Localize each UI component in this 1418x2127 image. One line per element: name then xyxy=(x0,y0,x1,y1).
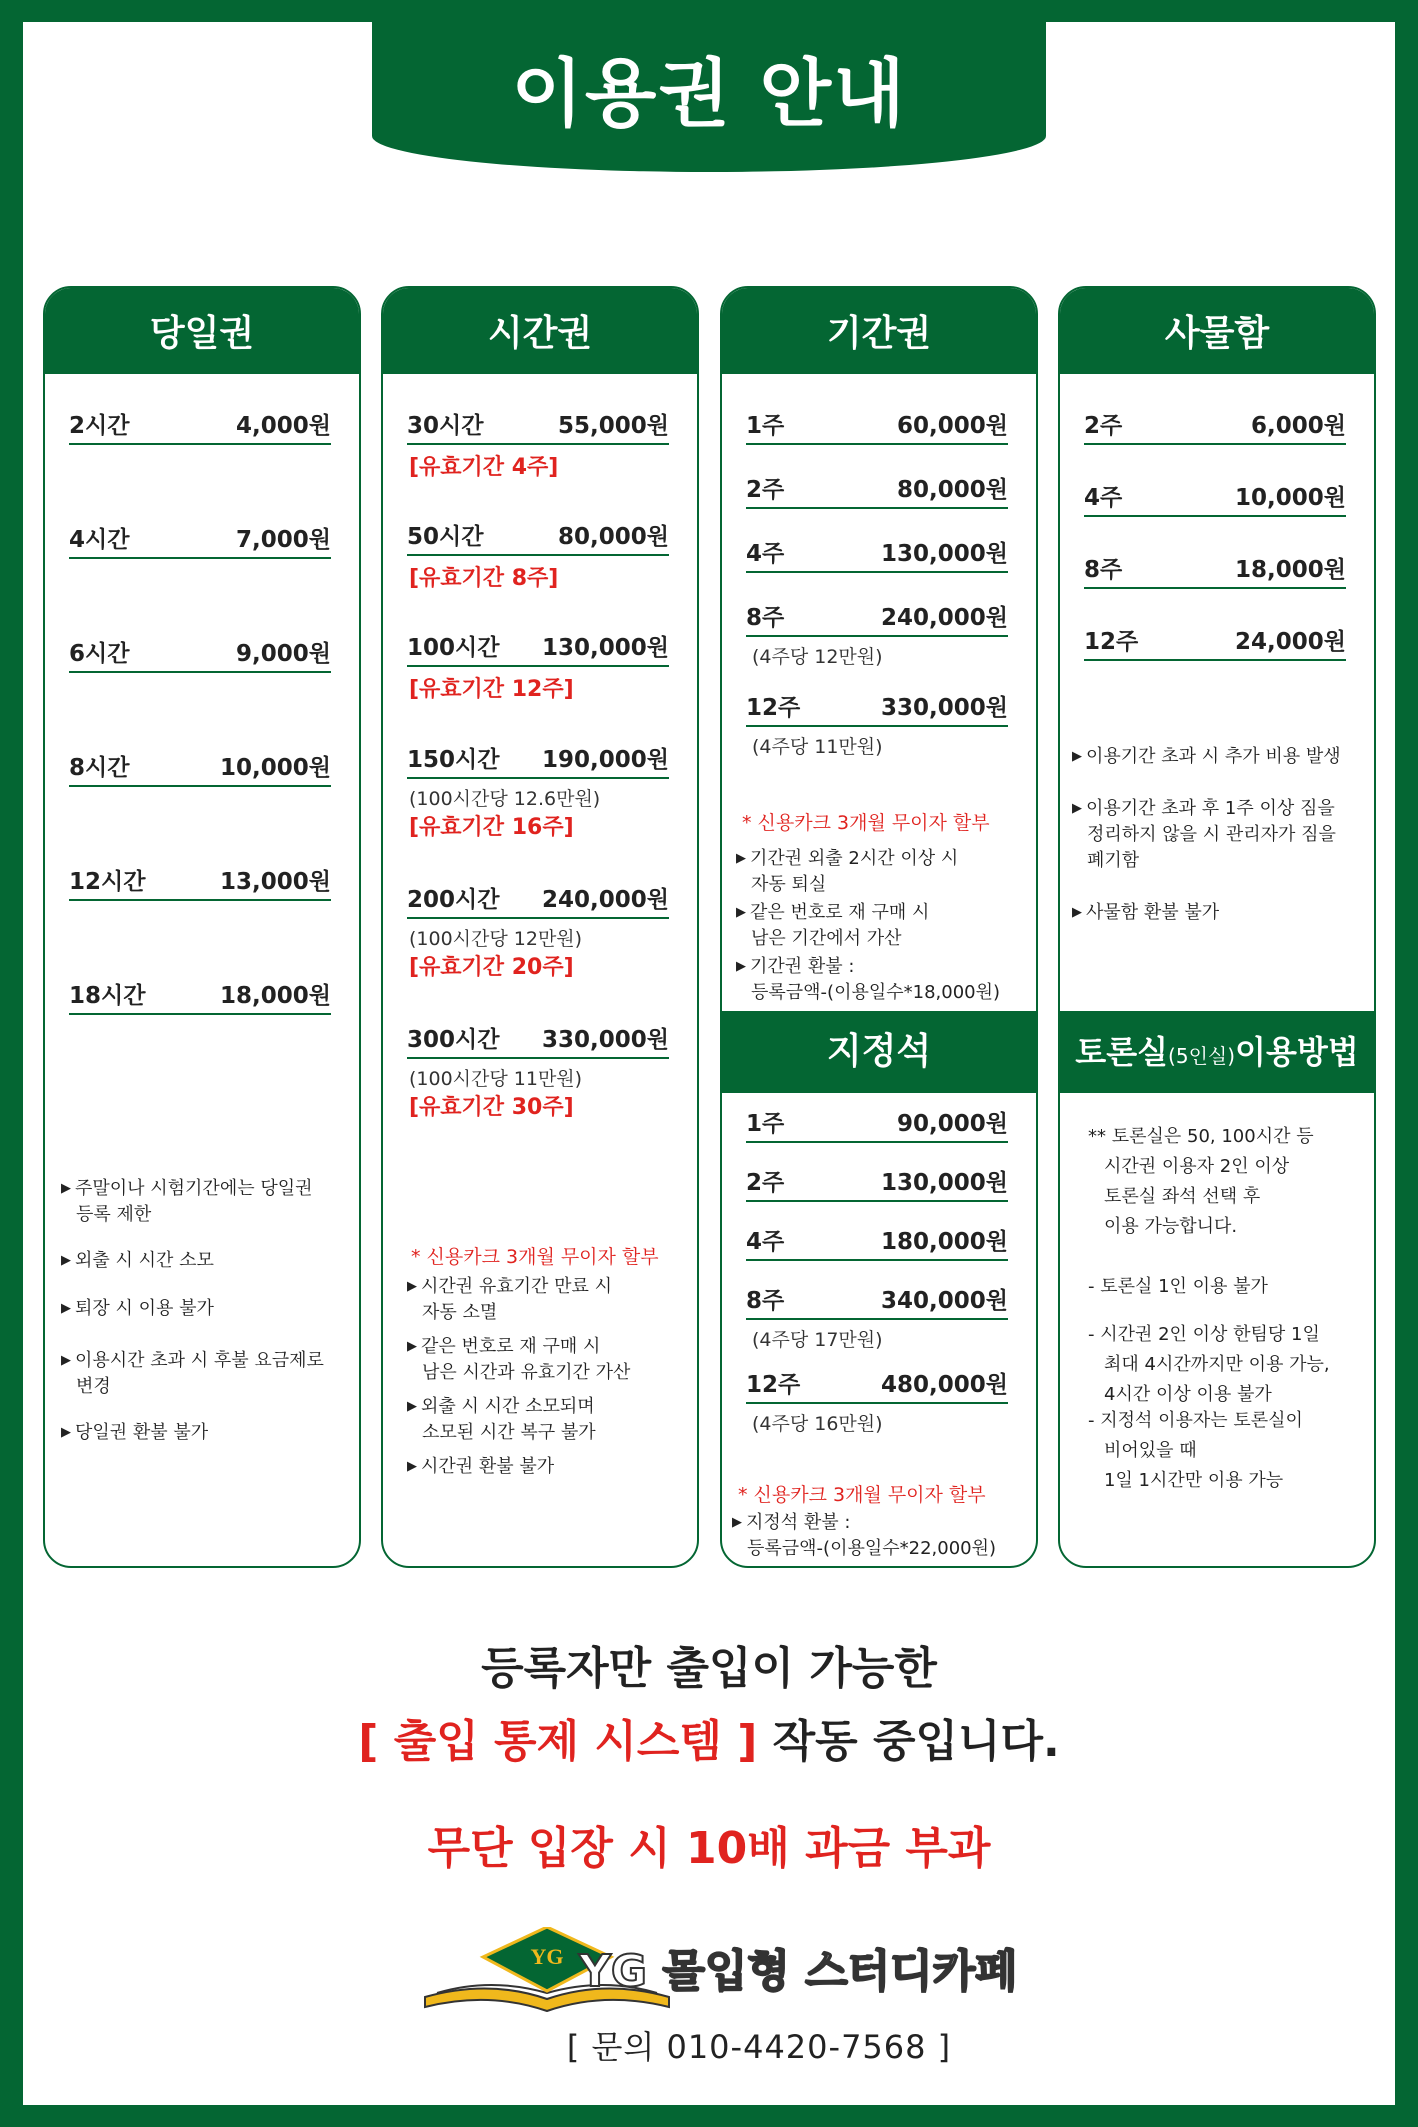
note-line: - 지정석 이용자는 토론실이 xyxy=(1088,1410,1303,1431)
note-line: 기간권 환불 : xyxy=(750,956,855,977)
price-value: 480,000원 xyxy=(881,1372,1008,1398)
per-unit-price: (100시간당 12만원) xyxy=(409,928,583,950)
price-row xyxy=(407,636,669,667)
access-control-label: [ 출입 통제 시스템 ] xyxy=(358,1716,758,1767)
price-value: 55,000원 xyxy=(558,413,669,439)
price-row xyxy=(69,528,331,559)
room-note xyxy=(1088,1406,1368,1496)
note-line: 자동 소멸 xyxy=(422,1302,498,1323)
price-row xyxy=(746,696,1008,727)
hourly-pass-heading: 시간권 xyxy=(383,288,697,374)
price-value: 130,000원 xyxy=(881,541,1008,567)
cafe-logo xyxy=(419,1927,1019,2017)
page-title: 이용권 안내 xyxy=(511,51,907,137)
per-unit-price: (4주당 16만원) xyxy=(752,1413,883,1435)
validity-period: [유효기간 16주] xyxy=(409,815,574,840)
price-value: 130,000원 xyxy=(542,635,669,661)
price-row xyxy=(69,414,331,445)
price-value: 60,000원 xyxy=(897,413,1008,439)
bullet-icon: ▶ xyxy=(407,1279,417,1294)
price-row xyxy=(746,478,1008,509)
note-line: 토론실 좌석 선택 후 xyxy=(1104,1186,1261,1207)
price-row xyxy=(407,888,669,919)
bullet-icon: ▶ xyxy=(732,1515,742,1530)
price-value: 80,000원 xyxy=(897,477,1008,503)
price-label: 100시간 xyxy=(407,635,500,661)
price-label: 150시간 xyxy=(407,747,500,773)
info-note xyxy=(1072,900,1372,926)
price-row xyxy=(69,756,331,787)
price-row xyxy=(746,1230,1008,1261)
price-value: 13,000원 xyxy=(220,869,331,895)
info-note xyxy=(61,1296,351,1322)
title-banner xyxy=(372,22,1046,172)
price-row xyxy=(1084,630,1346,661)
bullet-icon: ▶ xyxy=(736,851,746,866)
discussion-room-heading: 토론실(5인실)이용방법 xyxy=(1060,1011,1374,1093)
installment-note: * 신용카크 3개월 무이자 할부 xyxy=(742,812,990,834)
price-label: 6시간 xyxy=(69,641,130,667)
bullet-icon: ▶ xyxy=(1072,905,1082,920)
price-label: 4주 xyxy=(1084,485,1123,511)
price-row xyxy=(69,984,331,1015)
info-note xyxy=(407,1394,687,1446)
info-note xyxy=(407,1454,687,1480)
note-line: 정리하지 않을 시 관리자가 짐을 xyxy=(1087,824,1336,845)
notice-line-2: [ 출입 통제 시스템 ] 작동 중입니다. xyxy=(358,1716,1060,1767)
info-note xyxy=(736,846,1032,898)
validity-period: [유효기간 4주] xyxy=(409,455,559,480)
validity-period: [유효기간 20주] xyxy=(409,955,574,980)
price-row xyxy=(407,414,669,445)
fixed-seat-heading: 지정석 xyxy=(722,1011,1036,1093)
locker-heading: 사물함 xyxy=(1060,288,1374,374)
price-value: 90,000원 xyxy=(897,1111,1008,1137)
bullet-icon: ▶ xyxy=(61,1181,71,1196)
note-line: 1일 1시간만 이용 가능 xyxy=(1104,1470,1284,1491)
price-label: 2주 xyxy=(746,1170,785,1196)
info-note xyxy=(1072,744,1372,770)
note-line: 이용 가능합니다. xyxy=(1104,1216,1238,1237)
note-line: 같은 번호로 재 구매 시 xyxy=(750,902,930,923)
note-line: - 시간권 2인 이상 한팀당 1일 xyxy=(1088,1324,1320,1345)
price-label: 4시간 xyxy=(69,527,130,553)
price-label: 200시간 xyxy=(407,887,500,913)
note-line: 등록금액-(이용일수*18,000원) xyxy=(751,982,1001,1003)
notice-line-1: 등록자만 출입이 가능한 xyxy=(481,1643,937,1694)
validity-period: [유효기간 30주] xyxy=(409,1095,574,1120)
info-note xyxy=(407,1334,687,1386)
bullet-icon: ▶ xyxy=(407,1399,417,1414)
note-line: 이용기간 초과 후 1주 이상 짐을 xyxy=(1086,798,1335,819)
price-label: 2시간 xyxy=(69,413,130,439)
locker-card xyxy=(1058,286,1376,1568)
bullet-icon: ▶ xyxy=(736,905,746,920)
price-value: 4,000원 xyxy=(236,413,331,439)
note-line: 등록 제한 xyxy=(76,1204,152,1225)
price-label: 4주 xyxy=(746,541,785,567)
per-unit-price: (4주당 17만원) xyxy=(752,1329,883,1351)
price-row xyxy=(746,1373,1008,1404)
per-unit-price: (4주당 12만원) xyxy=(752,646,883,668)
daily-pass-card xyxy=(43,286,361,1568)
period-pass-heading: 기간권 xyxy=(722,288,1036,374)
note-line: 남은 기간에서 가산 xyxy=(751,928,902,949)
info-note xyxy=(61,1420,351,1446)
price-value: 7,000원 xyxy=(236,527,331,553)
price-value: 6,000원 xyxy=(1251,413,1346,439)
note-line: ** 토론실은 50, 100시간 등 xyxy=(1088,1126,1314,1147)
installment-note: * 신용카크 3개월 무이자 할부 xyxy=(411,1246,659,1268)
per-unit-price: (100시간당 12.6만원) xyxy=(409,788,601,810)
price-value: 130,000원 xyxy=(881,1170,1008,1196)
price-row xyxy=(407,748,669,779)
bullet-icon: ▶ xyxy=(1072,801,1082,816)
info-note xyxy=(732,1510,1032,1562)
price-value: 330,000원 xyxy=(542,1027,669,1053)
price-value: 9,000원 xyxy=(236,641,331,667)
note-line: 같은 번호로 재 구매 시 xyxy=(421,1336,601,1357)
bullet-icon: ▶ xyxy=(736,959,746,974)
price-row xyxy=(746,606,1008,637)
note-line: 사물함 환불 불가 xyxy=(1086,902,1220,923)
room-note xyxy=(1088,1122,1368,1242)
per-unit-price: (4주당 11만원) xyxy=(752,736,883,758)
note-line: 시간권 환불 불가 xyxy=(421,1456,555,1477)
note-line: 비어있을 때 xyxy=(1104,1440,1197,1461)
note-line: 소모된 시간 복구 불가 xyxy=(422,1422,596,1443)
hourly-pass-card xyxy=(381,286,699,1568)
price-label: 1주 xyxy=(746,413,785,439)
info-note xyxy=(61,1176,351,1228)
note-line: 시간권 이용자 2인 이상 xyxy=(1104,1156,1290,1177)
note-line: 기간권 외출 2시간 이상 시 xyxy=(750,848,959,869)
price-row xyxy=(1084,486,1346,517)
info-note xyxy=(61,1248,351,1274)
note-line: 폐기함 xyxy=(1087,850,1140,871)
info-note xyxy=(1072,796,1372,874)
price-label: 1주 xyxy=(746,1111,785,1137)
penalty-notice: 무단 입장 시 10배 과금 부과 xyxy=(427,1823,991,1874)
note-line: 4시간 이상 이용 불가 xyxy=(1104,1384,1272,1405)
note-line: 시간권 유효기간 만료 시 xyxy=(421,1276,613,1297)
price-row xyxy=(746,1112,1008,1143)
bullet-icon: ▶ xyxy=(61,1301,71,1316)
note-line: 남은 시간과 유효기간 가산 xyxy=(422,1362,631,1383)
note-line: 외출 시 시간 소모 xyxy=(75,1250,214,1271)
price-label: 12주 xyxy=(746,1372,801,1398)
room-note xyxy=(1088,1272,1368,1302)
price-label: 2주 xyxy=(1084,413,1123,439)
price-value: 10,000원 xyxy=(1235,485,1346,511)
info-note xyxy=(407,1274,687,1326)
bullet-icon: ▶ xyxy=(61,1425,71,1440)
logo-text: YG 몰입형 스터디카페 xyxy=(579,1946,1018,1997)
daily-pass-heading: 당일권 xyxy=(45,288,359,374)
price-value: 18,000원 xyxy=(1235,557,1346,583)
price-row xyxy=(746,542,1008,573)
poster-sheet xyxy=(23,22,1395,2105)
price-row xyxy=(1084,558,1346,589)
price-label: 12주 xyxy=(746,695,801,721)
price-row xyxy=(746,1171,1008,1202)
note-line: 당일권 환불 불가 xyxy=(75,1422,209,1443)
price-label: 300시간 xyxy=(407,1027,500,1053)
price-label: 12시간 xyxy=(69,869,146,895)
note-line: 최대 4시간까지만 이용 가능, xyxy=(1104,1354,1330,1375)
contact-number: [ 문의 010-4420-7568 ] xyxy=(566,2028,952,2066)
price-value: 10,000원 xyxy=(220,755,331,781)
price-row xyxy=(746,414,1008,445)
note-line: 지정석 환불 : xyxy=(746,1512,851,1533)
price-value: 24,000원 xyxy=(1235,629,1346,655)
period-pass-card xyxy=(720,286,1038,1568)
note-line: 이용시간 초과 시 후불 요금제로 xyxy=(75,1350,324,1371)
price-label: 8주 xyxy=(746,605,785,631)
price-value: 80,000원 xyxy=(558,524,669,550)
note-line: 등록금액-(이용일수*22,000원) xyxy=(747,1538,997,1559)
info-note xyxy=(736,900,1032,952)
note-line: - 토론실 1인 이용 불가 xyxy=(1088,1276,1268,1297)
note-line: 자동 퇴실 xyxy=(751,874,827,895)
price-value: 240,000원 xyxy=(881,605,1008,631)
price-row xyxy=(407,1028,669,1059)
price-label: 50시간 xyxy=(407,524,484,550)
installment-note: * 신용카크 3개월 무이자 할부 xyxy=(738,1484,986,1506)
bullet-icon: ▶ xyxy=(61,1353,71,1368)
room-note xyxy=(1088,1320,1368,1410)
validity-period: [유효기간 8주] xyxy=(409,566,559,591)
bullet-icon: ▶ xyxy=(1072,749,1082,764)
info-note xyxy=(736,954,1032,1006)
price-label: 30시간 xyxy=(407,413,484,439)
logo-badge: YG xyxy=(530,1944,564,1969)
note-line: 주말이나 시험기간에는 당일권 xyxy=(75,1178,313,1199)
price-label: 18시간 xyxy=(69,983,146,1009)
bullet-icon: ▶ xyxy=(407,1339,417,1354)
price-value: 330,000원 xyxy=(881,695,1008,721)
info-note xyxy=(61,1348,351,1400)
validity-period: [유효기간 12주] xyxy=(409,677,574,702)
note-line: 변경 xyxy=(76,1376,111,1397)
price-label: 4주 xyxy=(746,1229,785,1255)
price-label: 8주 xyxy=(746,1288,785,1314)
note-line: 이용기간 초과 시 추가 비용 발생 xyxy=(1086,746,1341,767)
bullet-icon: ▶ xyxy=(407,1459,417,1474)
note-line: 퇴장 시 이용 불가 xyxy=(75,1298,214,1319)
price-value: 340,000원 xyxy=(881,1288,1008,1314)
bullet-icon: ▶ xyxy=(61,1253,71,1268)
note-line: 외출 시 시간 소모되며 xyxy=(421,1396,595,1417)
price-row xyxy=(69,642,331,673)
price-value: 18,000원 xyxy=(220,983,331,1009)
price-label: 2주 xyxy=(746,477,785,503)
price-row xyxy=(1084,414,1346,445)
price-row xyxy=(407,525,669,556)
per-unit-price: (100시간당 11만원) xyxy=(409,1068,583,1090)
price-value: 190,000원 xyxy=(542,747,669,773)
price-label: 8주 xyxy=(1084,557,1123,583)
price-value: 240,000원 xyxy=(542,887,669,913)
price-row xyxy=(746,1289,1008,1320)
price-label: 12주 xyxy=(1084,629,1139,655)
price-label: 8시간 xyxy=(69,755,130,781)
price-value: 180,000원 xyxy=(881,1229,1008,1255)
price-row xyxy=(69,870,331,901)
